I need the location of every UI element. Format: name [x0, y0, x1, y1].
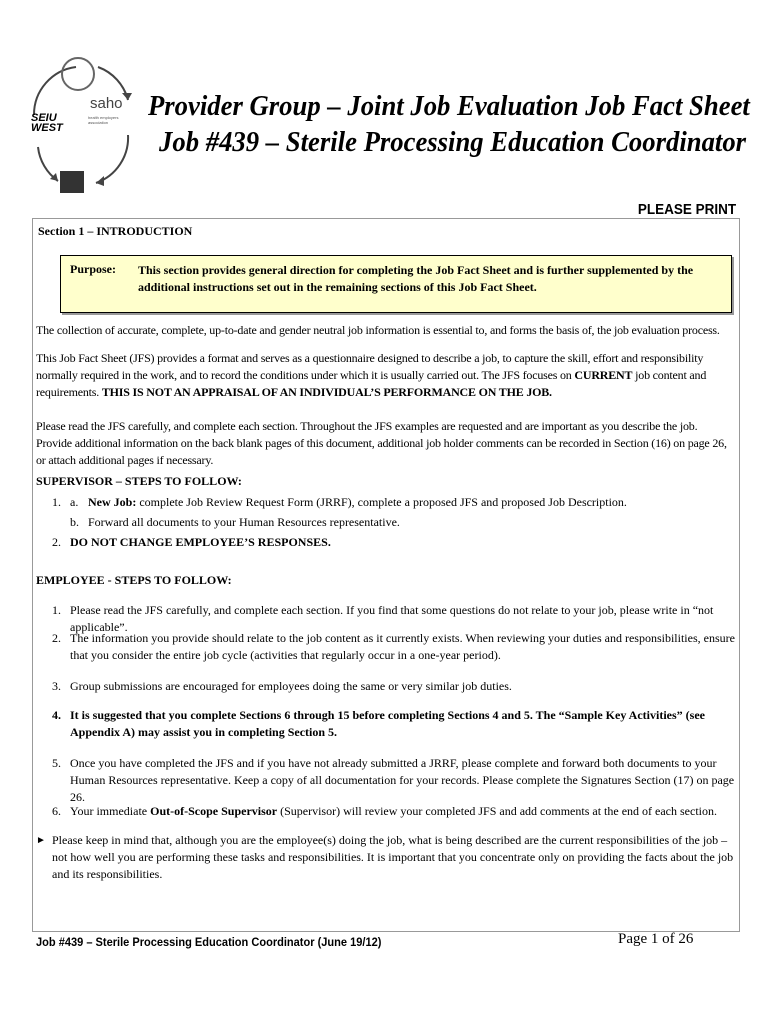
purpose-text: This section provides general direction for completing the Job Fact Sheet and is further supplemented by the additional instructions set out in the remaining sections of this Job Fact Sheet.	[138, 263, 694, 294]
supervisor-item-1b: Forward all documents to your Human Resources representative.	[88, 515, 400, 529]
footer-job-title: Job #439 – Sterile Processing Education Coordinator (June 19/12)	[36, 935, 382, 949]
employee-item-5	[52, 755, 738, 806]
paragraph-jfs-format	[36, 350, 736, 401]
new-job-label: New Job:	[88, 495, 137, 509]
list-number: 5.	[52, 756, 61, 770]
please-print-label: PLEASE PRINT	[637, 201, 736, 218]
employee-note-text: Please keep in mind that, although you are the employee(s) doing the job, what is being described are the current responsibilities of the job – not how well you are performing these tasks and responsibilities. It is important that you concentrate only on providing the facts about the job and its responsibilities.	[52, 833, 734, 881]
list-text: Once you have completed the JFS and if you have not already submitted a JRRF, please complete and forward both documents to your Human Resources representative. Keep a copy of all documentation for your records. Please complete the Signatures Section (17) on page 26.	[70, 756, 735, 804]
arrow-right-icon: ►	[36, 835, 46, 846]
paragraph-instructions: Please read the JFS carefully, and complete each section. Throughout the JFS examples are requested and are important as you describe the job. Provide additional information on the back blank pages of this document, additional job holder comments can be recorded in Section (16) on page 26, or attach additional pages if necessary.	[36, 419, 727, 467]
paragraph-jfs-format-text: This Job Fact Sheet (JFS) provides a format and serves as a questionnaire designed to describe a job, to capture the skill, effort and responsibility normally required in the work, and to record the conditions under which it is usually carried out. The JFS focuses on	[36, 351, 704, 382]
supervisor-item-1a	[88, 494, 728, 511]
purpose-label: Purpose:	[70, 262, 116, 276]
list-number: 4.	[52, 708, 61, 722]
footer-page-number: Page 1 of 26	[618, 931, 694, 947]
list-number: 6.	[52, 804, 61, 818]
title-line-2: Job #439 – Sterile Processing Education Coordinator	[159, 126, 747, 158]
out-of-scope-supervisor-label: Out-of-Scope Supervisor	[150, 804, 278, 818]
seal-logo	[61, 57, 95, 91]
supervisor-item-1a-letter: a.	[70, 495, 79, 509]
not-appraisal-notice: THIS IS NOT AN APPRAISAL OF AN INDIVIDUAL’S PERFORMANCE ON THE JOB.	[101, 385, 552, 399]
paragraph-jfs-format-text-2: job content and requirements.	[36, 368, 707, 399]
current-emphasis: CURRENT	[574, 368, 633, 382]
saho-logo: saho	[90, 95, 123, 112]
purpose-box	[60, 255, 732, 313]
list-number: 3.	[52, 679, 61, 693]
supervisor-item-2-number: 2.	[52, 535, 61, 549]
saho-logo-subtitle: health employers association	[88, 115, 119, 125]
supervisor-item-1-number: 1.	[52, 495, 61, 509]
employee-note	[36, 832, 738, 883]
supervisor-item-2: DO NOT CHANGE EMPLOYEE’S RESPONSES.	[70, 535, 331, 549]
list-text: The information you provide should relate to the job content as it currently exists. When reviewing your duties and responsibilities, ensure that you consider the entire job cycle (activities that regularly occur in a one-year period).	[70, 631, 735, 662]
employee-item-3	[52, 678, 738, 695]
paragraph-collection: The collection of accurate, complete, up-to-date and gender neutral job information is essential to, and forms the basis of, the job evaluation process.	[36, 323, 720, 337]
section-heading: Section 1 – INTRODUCTION	[38, 224, 193, 238]
list-number: 1.	[52, 603, 61, 617]
union-logo	[60, 171, 84, 193]
list-text: Group submissions are encouraged for employees doing the same or very similar job duties.	[70, 679, 512, 693]
employee-item-6	[52, 803, 738, 820]
employee-item-2	[52, 630, 738, 664]
supervisor-item-1b-letter: b.	[70, 515, 79, 529]
seiu-logo: SEIU WEST	[31, 112, 63, 134]
list-text-part: (Supervisor) will review your completed JFS and add comments at the end of each section.	[277, 804, 717, 818]
list-text: Please read the JFS carefully, and complete each section. If you find that some questions do not relate to your job, please write in “not applicable”.	[70, 603, 714, 634]
title-line-1: Provider Group – Joint Job Evaluation Job Fact Sheet	[148, 90, 750, 122]
document-title	[148, 88, 750, 160]
supervisor-item-1a-text: complete Job Review Request Form (JRRF), complete a proposed JFS and proposed Job Description.	[136, 495, 627, 509]
partner-logos	[28, 55, 140, 195]
employee-item-4	[52, 707, 738, 741]
list-text-part: Your immediate	[70, 804, 151, 818]
employee-heading: EMPLOYEE - STEPS TO FOLLOW:	[36, 573, 232, 587]
list-text: It is suggested that you complete Sections 6 through 15 before completing Sections 4 and 5. The “Sample Key Activities” (see Appendix A) may assist you in completing Section 5.	[70, 708, 705, 739]
list-number: 2.	[52, 631, 61, 645]
supervisor-heading: SUPERVISOR – STEPS TO FOLLOW:	[36, 474, 242, 488]
list-text	[70, 803, 738, 820]
